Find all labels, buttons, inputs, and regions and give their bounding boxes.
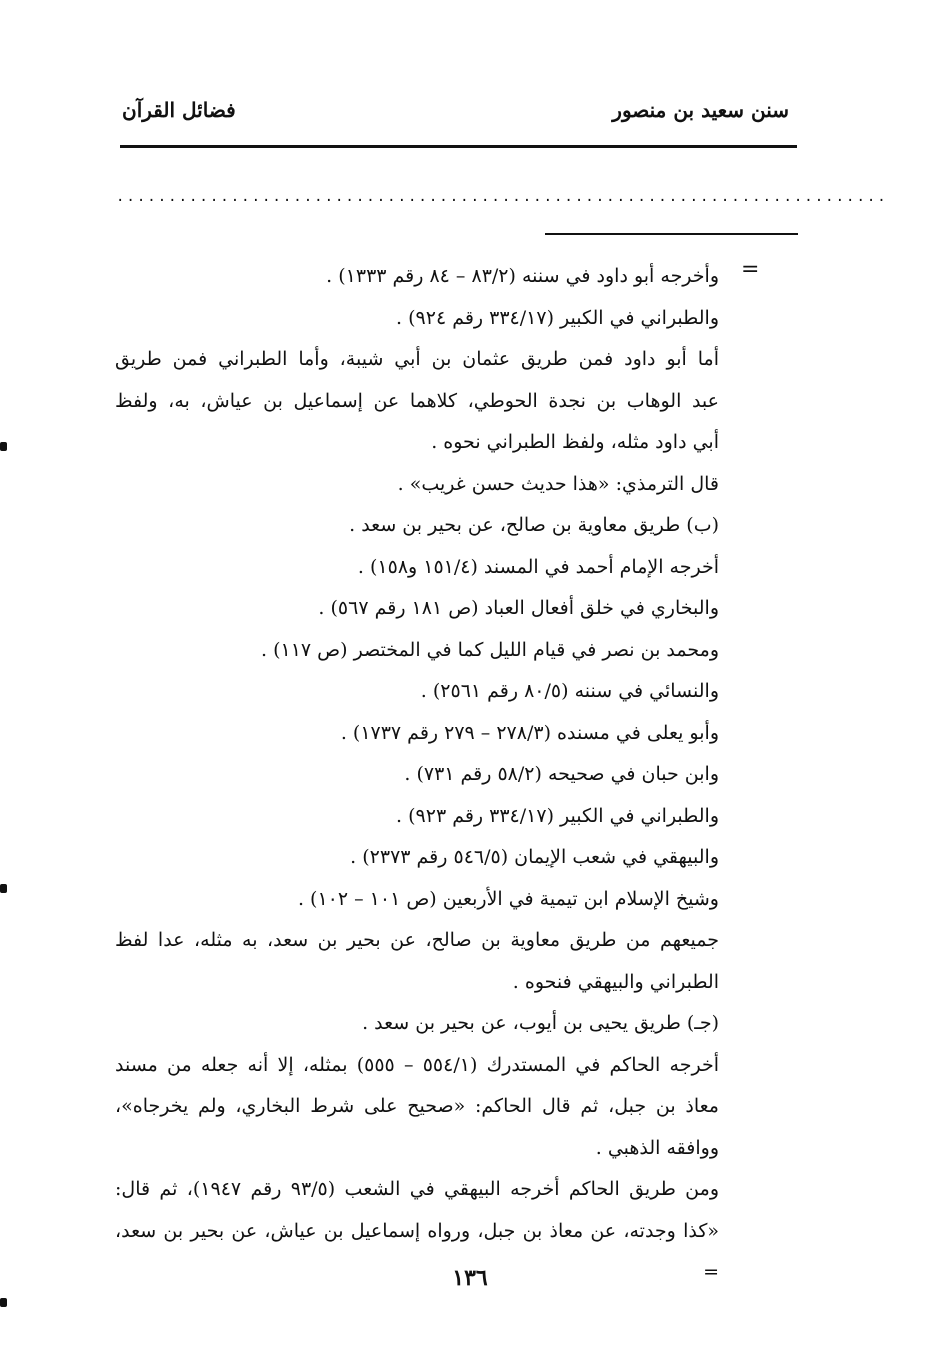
continuation-mark: =	[741, 257, 760, 282]
text-line: أبي داود مثله، ولفظ الطبراني نحوه .	[431, 431, 719, 453]
footnote-rule	[545, 233, 798, 235]
text-line: وأخرجه أبو داود في سننه (٨٣/٢ – ٨٤ رقم ١٣٣٣) .	[326, 265, 719, 287]
text-line: ومن طريق الحاكم أخرجه البيهقي في الشعب (٩٣/٥ رقم ١٩٤٧)، ثم قال:	[115, 1178, 719, 1200]
text-line: والطبراني في الكبير (٣٣٤/١٧ رقم ٩٢٤) .	[396, 306, 719, 329]
text-line: «كذا وجدته، عن معاذ بن جبل، ورواه إسماعيل بن عياش، عن بحير بن سعد، =	[115, 1219, 719, 1283]
text-line: أما أبو داود فمن طريق عثمان بن أبي شيبة، وأما الطبراني فمن طريق	[115, 348, 719, 370]
text-line: قال الترمذي: «هذا حديث حسن غريب» .	[397, 472, 719, 495]
running-header-chapter-title: فضائل القرآن	[122, 98, 236, 122]
text-line: أخرجه الحاكم في المستدرك (٥٥٤/١ – ٥٥٥) بمثله، إلا أنه جعله من مسند	[115, 1053, 719, 1076]
header-rule	[120, 145, 797, 148]
text-line: والطبراني في الكبير (٣٣٤/١٧ رقم ٩٢٣) .	[396, 804, 719, 827]
text-line: ووافقه الذهبي .	[595, 1136, 719, 1159]
text-line: وأبو يعلى في مسنده (٢٧٨/٣ – ٢٧٩ رقم ١٧٣٧) .	[340, 721, 719, 744]
text-line: ومحمد بن نصر في قيام الليل كما في المختصر (ص ١١٧) .	[261, 638, 719, 661]
text-line: والبيهقي في شعب الإيمان (٥٤٦/٥ رقم ٢٣٧٣) .	[350, 846, 719, 868]
text-line: وابن حبان في صحيحه (٥٨/٢ رقم ٧٣١) .	[404, 763, 719, 785]
scan-edge-mark	[0, 1298, 7, 1307]
text-line: والنسائي في سننه (٨٠/٥ رقم ٢٥٦١) .	[420, 680, 719, 702]
scan-edge-mark	[0, 884, 7, 893]
running-header-book-title: سنن سعيد بن منصور	[612, 98, 789, 122]
page-number: ١٣٦	[452, 1265, 488, 1291]
text-line: والبخاري في خلق أفعال العباد (ص ١٨١ رقم ٥٦٧) .	[318, 597, 719, 619]
text-line: معاذ بن جبل، ثم قال الحاكم: «صحيح على شرط البخاري، ولم يخرجاه»،	[115, 1095, 719, 1117]
text-line: أخرجه الإمام أحمد في المسند (١٥١/٤ و١٥٨) .	[357, 555, 719, 578]
dotted-separator: ..........................................................................	[116, 189, 888, 205]
text-line: الطبراني والبيهقي فنحوه .	[512, 970, 719, 993]
scan-edge-mark	[0, 442, 7, 451]
text-line: وشيخ الإسلام ابن تيمية في الأربعين (ص ١٠١ – ١٠٢) .	[297, 887, 719, 910]
text-line: جميعهم من طريق معاوية بن صالح، عن بحير بن سعد، به مثله، عدا لفظ	[115, 929, 719, 951]
text-line: (جـ) طريق يحيى بن أيوب، عن بحير بن سعد .	[362, 1012, 719, 1034]
text-line: عبد الوهاب بن نجدة الحوطي، كلاهما عن إسماعيل بن عياش، به، ولفظ	[115, 389, 719, 412]
text-line: (ب) طريق معاوية بن صالح، عن بحير بن سعد .	[349, 514, 719, 536]
